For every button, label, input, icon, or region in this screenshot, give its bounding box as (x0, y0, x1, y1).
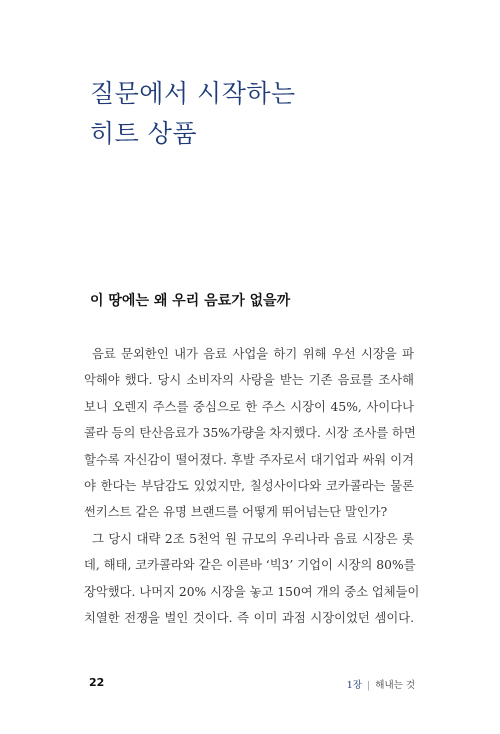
body-line: 썬키스트 같은 유명 브랜드를 어떻게 뛰어넘는단 말인가? (84, 505, 388, 520)
chapter-title-line-2: 히트 상품 (90, 119, 198, 148)
running-head-chapter-label: 1장 (346, 680, 362, 691)
body-line: 데, 해태, 코카콜라와 같은 이른바 ‘빅3’ 기업이 시장의 80%를 (84, 558, 416, 573)
running-head-separator: | (367, 680, 371, 691)
chapter-title (90, 74, 296, 154)
body-line: 치열한 전쟁을 벌인 것이다. 즉 이미 과점 시장이었던 셈이다. (84, 611, 414, 626)
section-heading: 이 땅에는 왜 우리 음료가 없을까 (90, 293, 291, 309)
body-line: 악해야 했다. 당시 소비자의 사랑을 받는 기존 음료를 조사해 (84, 373, 414, 388)
body-line: 그 당시 대략 2조 5천억 원 규모의 우리나라 음료 시장은 롯 (92, 531, 414, 546)
running-head (347, 677, 415, 691)
body-line: 할수록 자신감이 떨어졌다. 후발 주자로서 대기업과 싸워 이겨 (84, 452, 414, 467)
page-number: 22 (89, 676, 105, 689)
body-line: 장악했다. 나머지 20% 시장을 놓고 150여 개의 중소 업체들이 (84, 584, 420, 599)
body-text (84, 341, 420, 631)
body-line: 야 한다는 부담감도 있었지만, 칠성사이다와 코카콜라는 물론 (84, 479, 414, 494)
body-line: 음료 문외한인 내가 음료 사업을 하기 위해 우선 시장을 파 (92, 347, 414, 361)
chapter-title-line-1: 질문에서 시작하는 (90, 79, 296, 108)
running-head-chapter-name: 해내는 것 (375, 680, 415, 691)
body-line: 보니 오렌지 주스를 중심으로 한 주스 시장이 45%, 사이다나 (84, 399, 414, 414)
body-line: 콜라 등의 탄산음료가 35%가량을 차지했다. 시장 조사를 하면 (84, 426, 416, 441)
